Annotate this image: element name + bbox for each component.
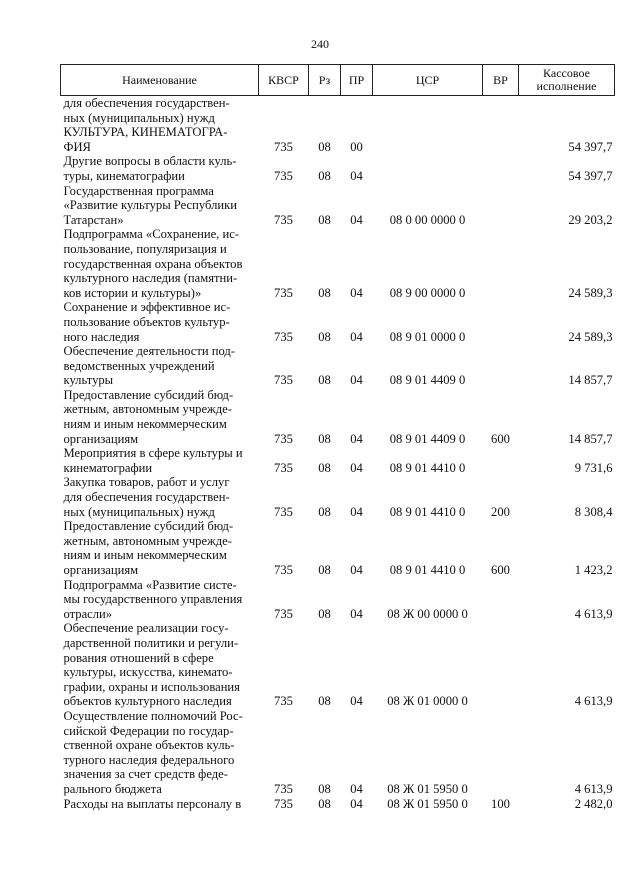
cell-kvsr: 735 (274, 796, 293, 811)
cell-rz: 08 (318, 139, 331, 154)
cell-pr: 04 (350, 373, 363, 388)
cell-rz: 08 (318, 373, 331, 388)
table-row (61, 621, 615, 709)
cell-kvsr: 735 (274, 139, 293, 154)
cell-vr: 200 (491, 504, 510, 519)
table-row (61, 154, 615, 183)
header-name: Наименование (61, 65, 259, 96)
cell-sum: 54 397,7 (568, 168, 613, 183)
cell-rz: 08 (318, 460, 331, 475)
table-row (61, 578, 615, 622)
cell-vr: 100 (491, 796, 510, 811)
cell-vr: 600 (491, 431, 510, 446)
table-row (61, 344, 615, 388)
cell-sum: 54 397,7 (568, 139, 613, 154)
cell-csr: 08 Ж 01 0000 0 (387, 694, 468, 709)
cell-pr: 00 (350, 139, 363, 154)
cell-sum: 14 857,7 (568, 373, 613, 388)
cell-csr (373, 125, 483, 154)
cell-pr: 04 (350, 504, 363, 519)
table-row (61, 96, 615, 126)
cell-name: Расходы на выплаты персоналу в (63, 796, 242, 811)
table-row (61, 797, 615, 812)
cell-kvsr: 735 (274, 212, 293, 227)
cell-rz: 08 (318, 606, 331, 621)
budget-table (60, 64, 615, 811)
cell-name: Закупка товаров, работ и услуг для обеспечения государствен- ных (муниципальных) нужд (63, 475, 230, 519)
cell-pr: 04 (350, 285, 363, 300)
table-row (61, 227, 615, 300)
cell-pr: 04 (350, 460, 363, 475)
cell-csr (373, 96, 483, 126)
table-body (61, 96, 615, 812)
cell-name: Подпрограмма «Развитие систе- мы государственного управления отрасли» (63, 577, 243, 621)
cell-vr (483, 446, 519, 475)
cell-kvsr: 735 (274, 431, 293, 446)
cell-name: Обеспечение деятельности под- ведомственных учреждений культуры (63, 344, 236, 388)
table-row (61, 125, 615, 154)
cell-name: Другие вопросы в области куль- туры, кинематографии (63, 154, 237, 183)
cell-vr (483, 227, 519, 300)
cell-kvsr: 735 (274, 694, 293, 709)
cell-sum (519, 96, 615, 126)
cell-vr (483, 125, 519, 154)
cell-rz (309, 96, 341, 126)
cell-rz: 08 (318, 285, 331, 300)
cell-vr (483, 96, 519, 126)
table-row (61, 475, 615, 519)
cell-sum: 2 482,0 (574, 796, 613, 811)
cell-sum: 1 423,2 (574, 563, 613, 577)
cell-csr: 08 9 01 4410 0 (389, 460, 466, 475)
cell-name: Мероприятия в сфере культуры и кинематографии (63, 446, 243, 475)
cell-name: Предоставление субсидий бюд- жетным, автономным учрежде- ниям и иным некоммерческим организациям (63, 519, 234, 577)
header-csr: ЦСР (373, 65, 483, 96)
cell-csr: 08 9 01 4409 0 (389, 373, 466, 388)
table-row (61, 388, 615, 446)
cell-sum: 8 308,4 (574, 504, 613, 519)
header-kvsr: КВСР (259, 65, 309, 96)
cell-csr: 08 Ж 01 5950 0 (387, 781, 468, 796)
cell-pr: 04 (350, 606, 363, 621)
cell-name: Государственная программа «Развитие культуры Республики Татарстан» (63, 183, 237, 227)
cell-kvsr: 735 (274, 168, 293, 183)
cell-csr: 08 Ж 01 5950 0 (387, 796, 468, 811)
cell-rz: 08 (318, 781, 331, 796)
cell-name: Сохранение и эффективное ис- пользование объектов культур- ного наследия (63, 300, 231, 344)
cell-sum: 4 613,9 (574, 781, 613, 796)
cell-rz: 08 (318, 694, 331, 709)
cell-vr (483, 621, 519, 709)
table-row (61, 184, 615, 228)
cell-csr: 08 9 00 0000 0 (389, 285, 466, 300)
table-row (61, 709, 615, 797)
cell-csr: 08 9 01 4409 0 (389, 431, 466, 446)
cell-sum: 9 731,6 (574, 460, 613, 475)
cell-csr: 08 9 01 0000 0 (389, 329, 466, 344)
cell-csr: 08 Ж 00 0000 0 (387, 606, 468, 621)
table-row (61, 300, 615, 344)
cell-sum: 24 589,3 (568, 329, 613, 344)
cell-name: Подпрограмма «Сохранение, ис- пользование, популяризация и государственная охрана объектов культурного наследия (памятни- ков истории и культуры)» (63, 227, 243, 300)
cell-kvsr: 735 (274, 373, 293, 388)
cell-sum: 4 613,9 (574, 606, 613, 621)
cell-csr: 08 0 00 0000 0 (389, 212, 466, 227)
cell-kvsr: 735 (274, 781, 293, 796)
cell-vr (483, 154, 519, 183)
cell-csr: 08 9 01 4410 0 (389, 563, 466, 577)
header-sum: Кассовое исполнение (519, 65, 615, 96)
cell-kvsr (259, 96, 309, 126)
cell-rz: 08 (318, 329, 331, 344)
cell-rz: 08 (318, 796, 331, 811)
cell-pr: 04 (350, 431, 363, 446)
cell-vr (483, 344, 519, 388)
cell-rz: 08 (318, 168, 331, 183)
cell-rz: 08 (318, 563, 331, 577)
cell-name: Обеспечение реализации госу- дарственной политики и регули- рования отношений в сфере культуры, искусства, кинемато- графии, охраны и использования объектов культурного наследия (63, 621, 240, 709)
cell-vr (483, 184, 519, 228)
table-row (61, 446, 615, 475)
table-row (61, 519, 615, 577)
page-number: 240 (311, 37, 329, 51)
cell-sum: 29 203,2 (568, 212, 613, 227)
cell-kvsr: 735 (274, 606, 293, 621)
cell-pr: 04 (350, 168, 363, 183)
cell-csr (373, 154, 483, 183)
cell-name: для обеспечения государствен- ных (муниципальных) нужд (63, 96, 230, 125)
cell-pr: 04 (350, 329, 363, 344)
cell-pr: 04 (350, 694, 363, 709)
cell-pr: 04 (350, 563, 363, 577)
cell-rz: 08 (318, 431, 331, 446)
cell-sum: 4 613,9 (574, 694, 613, 709)
cell-name: Предоставление субсидий бюд- жетным, автономным учрежде- ниям и иным некоммерческим организациям (63, 387, 234, 446)
cell-pr: 04 (350, 796, 363, 811)
cell-sum: 14 857,7 (568, 431, 613, 446)
cell-vr: 600 (491, 563, 510, 577)
cell-vr (483, 578, 519, 622)
table-header (61, 65, 615, 96)
cell-kvsr: 735 (274, 285, 293, 300)
cell-kvsr: 735 (274, 563, 293, 577)
cell-vr (483, 300, 519, 344)
header-vr: ВР (483, 65, 519, 96)
cell-pr (341, 96, 373, 126)
cell-kvsr: 735 (274, 460, 293, 475)
header-rz: Рз (309, 65, 341, 96)
cell-sum: 24 589,3 (568, 285, 613, 300)
cell-pr: 04 (350, 781, 363, 796)
cell-pr: 04 (350, 212, 363, 227)
cell-rz: 08 (318, 212, 331, 227)
cell-csr: 08 9 01 4410 0 (389, 504, 466, 519)
cell-vr (483, 709, 519, 797)
cell-name: КУЛЬТУРА, КИНЕМАТОГРА- ФИЯ (63, 125, 228, 154)
cell-kvsr: 735 (274, 504, 293, 519)
cell-rz: 08 (318, 504, 331, 519)
header-pr: ПР (341, 65, 373, 96)
cell-kvsr: 735 (274, 329, 293, 344)
cell-name: Осуществление полномочий Рос- сийской Федерации по государ- ственной охране объектов куль- турного наследия федерального значения за счет средств феде- рального бюджета (63, 708, 243, 796)
